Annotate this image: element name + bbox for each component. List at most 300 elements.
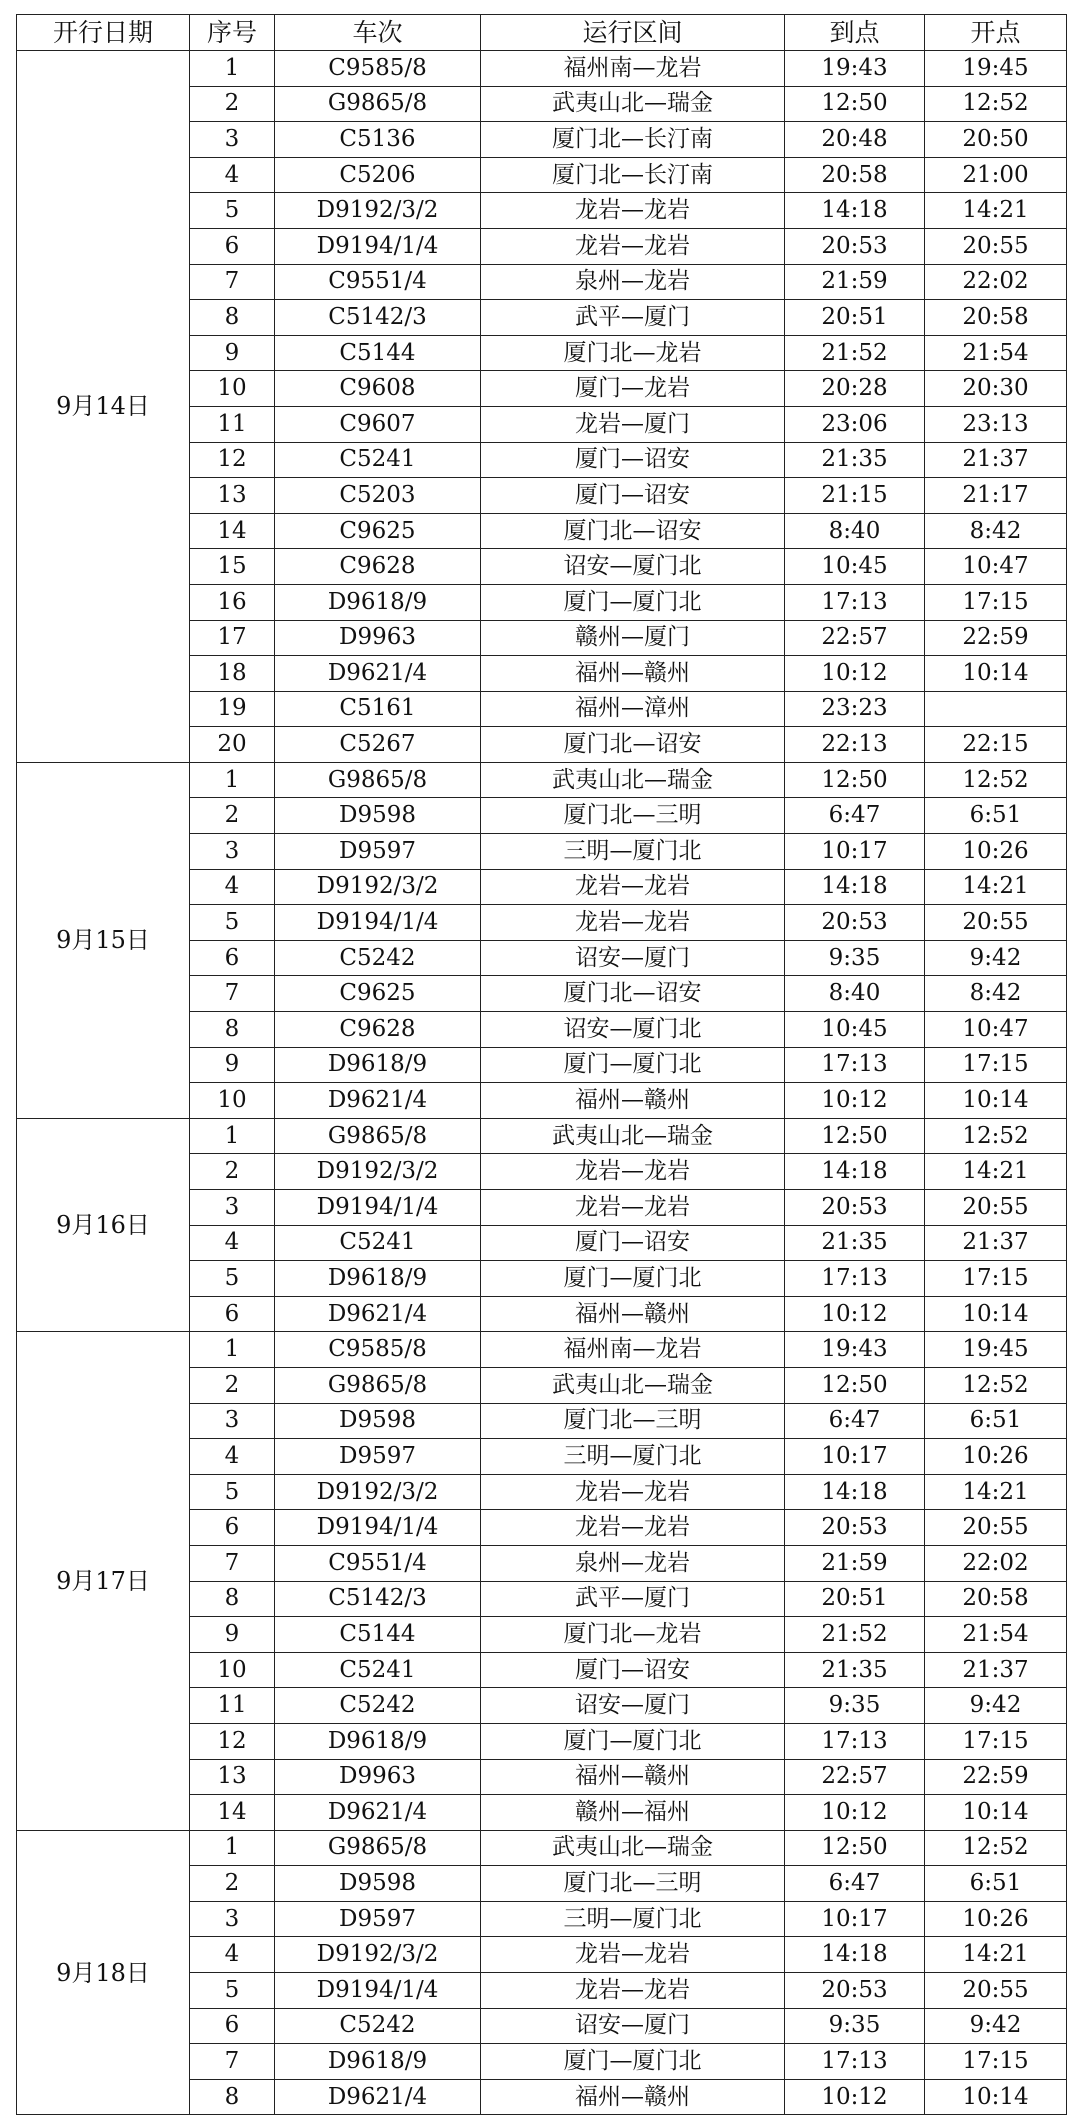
train-number-cell: D9598: [275, 1866, 481, 1902]
train-number-cell: D9597: [275, 834, 481, 870]
departure-cell: 22:15: [925, 727, 1067, 763]
seq-cell: 10: [190, 371, 275, 407]
route-cell: 赣州—福州: [481, 1795, 785, 1831]
seq-cell: 9: [190, 1047, 275, 1083]
train-number-cell: D9192/3/2: [275, 1474, 481, 1510]
route-cell: 厦门北—诏安: [481, 727, 785, 763]
header-seq: 序号: [190, 15, 275, 51]
route-cell: 龙岩—龙岩: [481, 228, 785, 264]
departure-cell: 20:55: [925, 905, 1067, 941]
train-number-cell: G9865/8: [275, 86, 481, 122]
arrival-cell: 12:50: [785, 1830, 925, 1866]
arrival-cell: 21:52: [785, 1617, 925, 1653]
seq-cell: 13: [190, 1759, 275, 1795]
train-number-cell: C9607: [275, 406, 481, 442]
seq-cell: 7: [190, 264, 275, 300]
seq-cell: 5: [190, 1261, 275, 1297]
table-row: [17, 1118, 1067, 1154]
seq-cell: 15: [190, 549, 275, 585]
departure-cell: [925, 691, 1067, 727]
route-cell: 龙岩—龙岩: [481, 905, 785, 941]
header-date: 开行日期: [17, 15, 190, 51]
departure-cell: 17:15: [925, 1261, 1067, 1297]
route-cell: 厦门北—诏安: [481, 976, 785, 1012]
departure-cell: 10:26: [925, 834, 1067, 870]
arrival-cell: 12:50: [785, 86, 925, 122]
departure-cell: 9:42: [925, 940, 1067, 976]
arrival-cell: 23:06: [785, 406, 925, 442]
route-cell: 武平—厦门: [481, 300, 785, 336]
train-number-cell: D9621/4: [275, 1083, 481, 1119]
departure-cell: 20:58: [925, 300, 1067, 336]
arrival-cell: 14:18: [785, 193, 925, 229]
seq-cell: 4: [190, 1439, 275, 1475]
route-cell: 福州南—龙岩: [481, 51, 785, 87]
departure-cell: 12:52: [925, 1367, 1067, 1403]
seq-cell: 3: [190, 1190, 275, 1226]
train-number-cell: D9192/3/2: [275, 869, 481, 905]
train-number-cell: C5242: [275, 1688, 481, 1724]
seq-cell: 3: [190, 1901, 275, 1937]
header-train-number: 车次: [275, 15, 481, 51]
departure-cell: 8:42: [925, 976, 1067, 1012]
table-row: [17, 762, 1067, 798]
route-cell: 诏安—厦门北: [481, 1012, 785, 1048]
route-cell: 武夷山北—瑞金: [481, 1118, 785, 1154]
header-departure: 开点: [925, 15, 1067, 51]
train-number-cell: D9618/9: [275, 1047, 481, 1083]
arrival-cell: 23:23: [785, 691, 925, 727]
arrival-cell: 20:53: [785, 1510, 925, 1546]
route-cell: 厦门—诏安: [481, 1652, 785, 1688]
route-cell: 厦门—厦门北: [481, 2044, 785, 2080]
train-number-cell: D9618/9: [275, 2044, 481, 2080]
departure-cell: 20:55: [925, 1510, 1067, 1546]
departure-cell: 20:30: [925, 371, 1067, 407]
departure-cell: 19:45: [925, 51, 1067, 87]
arrival-cell: 12:50: [785, 762, 925, 798]
train-number-cell: G9865/8: [275, 1830, 481, 1866]
seq-cell: 14: [190, 513, 275, 549]
seq-cell: 19: [190, 691, 275, 727]
route-cell: 厦门—诏安: [481, 478, 785, 514]
departure-cell: 17:15: [925, 584, 1067, 620]
seq-cell: 10: [190, 1652, 275, 1688]
route-cell: 厦门—龙岩: [481, 371, 785, 407]
departure-cell: 22:02: [925, 264, 1067, 300]
route-cell: 福州—赣州: [481, 1296, 785, 1332]
departure-cell: 19:45: [925, 1332, 1067, 1368]
seq-cell: 1: [190, 51, 275, 87]
seq-cell: 5: [190, 905, 275, 941]
seq-cell: 12: [190, 1723, 275, 1759]
route-cell: 龙岩—龙岩: [481, 193, 785, 229]
route-cell: 龙岩—龙岩: [481, 869, 785, 905]
header-arrival: 到点: [785, 15, 925, 51]
departure-cell: 8:42: [925, 513, 1067, 549]
departure-cell: 17:15: [925, 2044, 1067, 2080]
arrival-cell: 20:53: [785, 1973, 925, 2009]
route-cell: 厦门北—龙岩: [481, 335, 785, 371]
train-number-cell: C5203: [275, 478, 481, 514]
arrival-cell: 21:35: [785, 442, 925, 478]
train-number-cell: D9192/3/2: [275, 193, 481, 229]
route-cell: 福州—赣州: [481, 1083, 785, 1119]
seq-cell: 16: [190, 584, 275, 620]
departure-cell: 22:59: [925, 620, 1067, 656]
seq-cell: 12: [190, 442, 275, 478]
departure-cell: 22:59: [925, 1759, 1067, 1795]
departure-cell: 14:21: [925, 193, 1067, 229]
arrival-cell: 9:35: [785, 2008, 925, 2044]
route-cell: 三明—厦门北: [481, 834, 785, 870]
seq-cell: 1: [190, 762, 275, 798]
arrival-cell: 20:51: [785, 1581, 925, 1617]
departure-cell: 21:37: [925, 1225, 1067, 1261]
train-number-cell: D9194/1/4: [275, 905, 481, 941]
arrival-cell: 20:48: [785, 122, 925, 158]
train-number-cell: D9192/3/2: [275, 1154, 481, 1190]
train-number-cell: G9865/8: [275, 1367, 481, 1403]
train-number-cell: C9628: [275, 1012, 481, 1048]
seq-cell: 3: [190, 122, 275, 158]
arrival-cell: 10:12: [785, 1296, 925, 1332]
arrival-cell: 20:28: [785, 371, 925, 407]
route-cell: 厦门北—龙岩: [481, 1617, 785, 1653]
route-cell: 诏安—厦门: [481, 2008, 785, 2044]
arrival-cell: 22:57: [785, 1759, 925, 1795]
departure-cell: 10:14: [925, 656, 1067, 692]
seq-cell: 6: [190, 940, 275, 976]
header-route: 运行区间: [481, 15, 785, 51]
seq-cell: 6: [190, 1510, 275, 1546]
seq-cell: 1: [190, 1118, 275, 1154]
arrival-cell: 17:13: [785, 584, 925, 620]
train-number-cell: C9551/4: [275, 1545, 481, 1581]
seq-cell: 8: [190, 1012, 275, 1048]
arrival-cell: 12:50: [785, 1118, 925, 1154]
departure-cell: 12:52: [925, 86, 1067, 122]
seq-cell: 7: [190, 1545, 275, 1581]
seq-cell: 3: [190, 1403, 275, 1439]
arrival-cell: 14:18: [785, 1474, 925, 1510]
arrival-cell: 10:45: [785, 549, 925, 585]
arrival-cell: 21:59: [785, 264, 925, 300]
train-number-cell: C5144: [275, 1617, 481, 1653]
train-number-cell: C5206: [275, 157, 481, 193]
arrival-cell: 20:58: [785, 157, 925, 193]
train-number-cell: G9865/8: [275, 762, 481, 798]
train-number-cell: D9597: [275, 1901, 481, 1937]
departure-cell: 9:42: [925, 2008, 1067, 2044]
train-number-cell: C5142/3: [275, 300, 481, 336]
train-number-cell: C5242: [275, 2008, 481, 2044]
header-row: [17, 15, 1067, 51]
train-number-cell: C9585/8: [275, 1332, 481, 1368]
train-number-cell: C9625: [275, 976, 481, 1012]
route-cell: 泉州—龙岩: [481, 1545, 785, 1581]
route-cell: 赣州—厦门: [481, 620, 785, 656]
route-cell: 厦门北—三明: [481, 1403, 785, 1439]
departure-cell: 21:37: [925, 1652, 1067, 1688]
arrival-cell: 17:13: [785, 1047, 925, 1083]
route-cell: 武平—厦门: [481, 1581, 785, 1617]
seq-cell: 6: [190, 2008, 275, 2044]
departure-cell: 21:54: [925, 1617, 1067, 1653]
table-row: [17, 1332, 1067, 1368]
departure-cell: 21:54: [925, 335, 1067, 371]
departure-cell: 10:14: [925, 2079, 1067, 2115]
seq-cell: 6: [190, 228, 275, 264]
arrival-cell: 10:12: [785, 2079, 925, 2115]
train-number-cell: D9598: [275, 798, 481, 834]
route-cell: 厦门—厦门北: [481, 584, 785, 620]
train-number-cell: D9597: [275, 1439, 481, 1475]
route-cell: 厦门北—三明: [481, 798, 785, 834]
departure-cell: 23:13: [925, 406, 1067, 442]
seq-cell: 1: [190, 1332, 275, 1368]
train-number-cell: C9625: [275, 513, 481, 549]
seq-cell: 17: [190, 620, 275, 656]
train-schedule-table: [16, 14, 1067, 2115]
schedule-table-container: [16, 14, 1066, 2115]
departure-cell: 14:21: [925, 1154, 1067, 1190]
arrival-cell: 14:18: [785, 1937, 925, 1973]
arrival-cell: 10:12: [785, 656, 925, 692]
train-number-cell: D9194/1/4: [275, 1973, 481, 2009]
departure-cell: 14:21: [925, 1937, 1067, 1973]
arrival-cell: 12:50: [785, 1367, 925, 1403]
seq-cell: 11: [190, 1688, 275, 1724]
route-cell: 龙岩—龙岩: [481, 1154, 785, 1190]
route-cell: 厦门—诏安: [481, 1225, 785, 1261]
route-cell: 厦门—诏安: [481, 442, 785, 478]
route-cell: 三明—厦门北: [481, 1439, 785, 1475]
route-cell: 福州—赣州: [481, 2079, 785, 2115]
route-cell: 武夷山北—瑞金: [481, 1367, 785, 1403]
train-number-cell: C9585/8: [275, 51, 481, 87]
departure-cell: 14:21: [925, 1474, 1067, 1510]
arrival-cell: 8:40: [785, 976, 925, 1012]
departure-cell: 17:15: [925, 1723, 1067, 1759]
departure-cell: 10:26: [925, 1439, 1067, 1475]
departure-cell: 9:42: [925, 1688, 1067, 1724]
seq-cell: 4: [190, 1937, 275, 1973]
arrival-cell: 8:40: [785, 513, 925, 549]
train-number-cell: C5267: [275, 727, 481, 763]
departure-cell: 21:37: [925, 442, 1067, 478]
arrival-cell: 9:35: [785, 940, 925, 976]
arrival-cell: 21:52: [785, 335, 925, 371]
arrival-cell: 10:45: [785, 1012, 925, 1048]
train-number-cell: C5144: [275, 335, 481, 371]
route-cell: 龙岩—龙岩: [481, 1190, 785, 1226]
departure-cell: 20:55: [925, 1190, 1067, 1226]
departure-cell: 20:55: [925, 228, 1067, 264]
arrival-cell: 21:15: [785, 478, 925, 514]
seq-cell: 11: [190, 406, 275, 442]
route-cell: 龙岩—龙岩: [481, 1937, 785, 1973]
route-cell: 龙岩—厦门: [481, 406, 785, 442]
arrival-cell: 10:12: [785, 1795, 925, 1831]
train-number-cell: C9551/4: [275, 264, 481, 300]
departure-cell: 12:52: [925, 1118, 1067, 1154]
arrival-cell: 10:17: [785, 834, 925, 870]
route-cell: 诏安—厦门: [481, 940, 785, 976]
route-cell: 龙岩—龙岩: [481, 1474, 785, 1510]
train-number-cell: C5161: [275, 691, 481, 727]
arrival-cell: 21:59: [785, 1545, 925, 1581]
seq-cell: 1: [190, 1830, 275, 1866]
arrival-cell: 22:13: [785, 727, 925, 763]
route-cell: 三明—厦门北: [481, 1901, 785, 1937]
date-cell: 9月17日: [17, 1332, 190, 1830]
seq-cell: 8: [190, 2079, 275, 2115]
train-number-cell: C5241: [275, 1225, 481, 1261]
train-number-cell: D9963: [275, 620, 481, 656]
departure-cell: 21:17: [925, 478, 1067, 514]
arrival-cell: 10:17: [785, 1901, 925, 1937]
route-cell: 厦门北—长汀南: [481, 122, 785, 158]
seq-cell: 6: [190, 1296, 275, 1332]
arrival-cell: 20:53: [785, 228, 925, 264]
route-cell: 武夷山北—瑞金: [481, 1830, 785, 1866]
seq-cell: 2: [190, 86, 275, 122]
arrival-cell: 21:35: [785, 1225, 925, 1261]
seq-cell: 14: [190, 1795, 275, 1831]
departure-cell: 17:15: [925, 1047, 1067, 1083]
route-cell: 龙岩—龙岩: [481, 1973, 785, 2009]
seq-cell: 18: [190, 656, 275, 692]
arrival-cell: 20:53: [785, 905, 925, 941]
seq-cell: 9: [190, 1617, 275, 1653]
departure-cell: 6:51: [925, 1866, 1067, 1902]
train-number-cell: D9621/4: [275, 656, 481, 692]
arrival-cell: 22:57: [785, 620, 925, 656]
table-row: [17, 1830, 1067, 1866]
train-number-cell: D9194/1/4: [275, 1190, 481, 1226]
seq-cell: 5: [190, 1973, 275, 2009]
seq-cell: 2: [190, 1367, 275, 1403]
arrival-cell: 20:53: [785, 1190, 925, 1226]
departure-cell: 6:51: [925, 1403, 1067, 1439]
route-cell: 厦门—厦门北: [481, 1261, 785, 1297]
date-cell: 9月14日: [17, 51, 190, 763]
seq-cell: 4: [190, 869, 275, 905]
arrival-cell: 10:17: [785, 1439, 925, 1475]
seq-cell: 8: [190, 1581, 275, 1617]
route-cell: 诏安—厦门: [481, 1688, 785, 1724]
train-number-cell: D9621/4: [275, 1795, 481, 1831]
seq-cell: 10: [190, 1083, 275, 1119]
arrival-cell: 6:47: [785, 1403, 925, 1439]
arrival-cell: 17:13: [785, 1723, 925, 1759]
route-cell: 福州南—龙岩: [481, 1332, 785, 1368]
train-number-cell: C5142/3: [275, 1581, 481, 1617]
departure-cell: 10:14: [925, 1795, 1067, 1831]
route-cell: 武夷山北—瑞金: [481, 86, 785, 122]
route-cell: 厦门—厦门北: [481, 1047, 785, 1083]
train-number-cell: C5136: [275, 122, 481, 158]
train-number-cell: D9194/1/4: [275, 1510, 481, 1546]
train-number-cell: D9618/9: [275, 584, 481, 620]
seq-cell: 7: [190, 976, 275, 1012]
train-number-cell: D9618/9: [275, 1723, 481, 1759]
table-row: [17, 51, 1067, 87]
train-number-cell: D9621/4: [275, 2079, 481, 2115]
train-number-cell: C9628: [275, 549, 481, 585]
route-cell: 厦门—厦门北: [481, 1723, 785, 1759]
seq-cell: 7: [190, 2044, 275, 2080]
departure-cell: 14:21: [925, 869, 1067, 905]
route-cell: 厦门北—诏安: [481, 513, 785, 549]
departure-cell: 22:02: [925, 1545, 1067, 1581]
seq-cell: 2: [190, 798, 275, 834]
arrival-cell: 9:35: [785, 1688, 925, 1724]
departure-cell: 21:00: [925, 157, 1067, 193]
seq-cell: 5: [190, 193, 275, 229]
seq-cell: 8: [190, 300, 275, 336]
departure-cell: 20:55: [925, 1973, 1067, 2009]
seq-cell: 2: [190, 1154, 275, 1190]
train-number-cell: C5242: [275, 940, 481, 976]
route-cell: 福州—赣州: [481, 656, 785, 692]
route-cell: 厦门北—长汀南: [481, 157, 785, 193]
arrival-cell: 21:35: [785, 1652, 925, 1688]
route-cell: 福州—漳州: [481, 691, 785, 727]
route-cell: 龙岩—龙岩: [481, 1510, 785, 1546]
train-number-cell: D9598: [275, 1403, 481, 1439]
departure-cell: 12:52: [925, 1830, 1067, 1866]
departure-cell: 10:14: [925, 1083, 1067, 1119]
seq-cell: 2: [190, 1866, 275, 1902]
departure-cell: 10:47: [925, 549, 1067, 585]
departure-cell: 20:58: [925, 1581, 1067, 1617]
seq-cell: 20: [190, 727, 275, 763]
departure-cell: 12:52: [925, 762, 1067, 798]
date-cell: 9月16日: [17, 1118, 190, 1332]
train-number-cell: D9618/9: [275, 1261, 481, 1297]
arrival-cell: 17:13: [785, 2044, 925, 2080]
arrival-cell: 14:18: [785, 869, 925, 905]
train-number-cell: D9621/4: [275, 1296, 481, 1332]
arrival-cell: 20:51: [785, 300, 925, 336]
arrival-cell: 6:47: [785, 798, 925, 834]
seq-cell: 4: [190, 1225, 275, 1261]
train-number-cell: D9192/3/2: [275, 1937, 481, 1973]
train-number-cell: G9865/8: [275, 1118, 481, 1154]
route-cell: 福州—赣州: [481, 1759, 785, 1795]
departure-cell: 10:14: [925, 1296, 1067, 1332]
train-number-cell: D9194/1/4: [275, 228, 481, 264]
arrival-cell: 6:47: [785, 1866, 925, 1902]
train-number-cell: C5241: [275, 442, 481, 478]
departure-cell: 6:51: [925, 798, 1067, 834]
arrival-cell: 17:13: [785, 1261, 925, 1297]
arrival-cell: 19:43: [785, 51, 925, 87]
arrival-cell: 14:18: [785, 1154, 925, 1190]
arrival-cell: 19:43: [785, 1332, 925, 1368]
departure-cell: 10:47: [925, 1012, 1067, 1048]
train-number-cell: C9608: [275, 371, 481, 407]
departure-cell: 10:26: [925, 1901, 1067, 1937]
arrival-cell: 10:12: [785, 1083, 925, 1119]
seq-cell: 4: [190, 157, 275, 193]
seq-cell: 3: [190, 834, 275, 870]
date-cell: 9月15日: [17, 762, 190, 1118]
train-number-cell: C5241: [275, 1652, 481, 1688]
route-cell: 厦门北—三明: [481, 1866, 785, 1902]
